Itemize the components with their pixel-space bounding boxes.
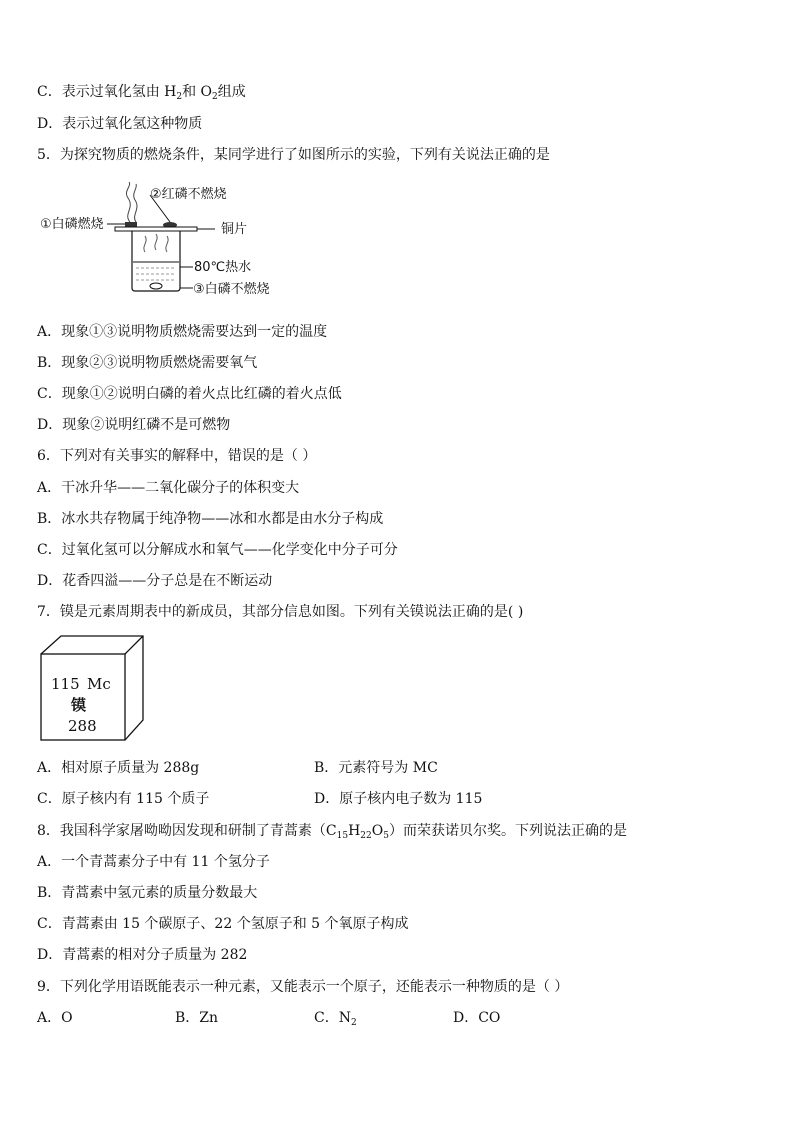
subscript: 2: [212, 92, 218, 102]
q5-option-a: A．现象①③说明物质燃烧需要达到一定的温度: [37, 324, 328, 340]
text: H: [348, 823, 361, 839]
q7-option-a: A．相对原子质量为 288g: [37, 760, 200, 776]
q5-experiment-figure: [37, 180, 297, 305]
q9-option-c: [314, 1009, 357, 1027]
q6-option-a: A．干冰升华——二氧化碳分子的体积变大: [37, 480, 300, 496]
q8-option-c: C．青蒿素由 15 个碳原子、22 个氢原子和 5 个氧原子构成: [37, 916, 409, 932]
q7-option-b: B．元素符号为 MC: [314, 760, 438, 776]
element-name: 镆: [71, 696, 87, 714]
element-symbol: Mc: [87, 675, 111, 693]
q8-stem: [37, 822, 627, 840]
subscript: 2: [350, 1018, 357, 1028]
white-phosphorus-in-water: [150, 283, 162, 289]
subscript: 22: [360, 831, 372, 841]
text: O: [371, 823, 384, 839]
q5-stem: 5．为探究物质的燃烧条件，某同学进行了如图所示的实验，下列有关说法正确的是: [37, 147, 550, 163]
label-red-phosphorus: ②红磷不燃烧: [150, 187, 227, 202]
q5-option-b: B．现象②③说明物质燃烧需要氧气: [37, 355, 258, 371]
smoke-icon: [126, 182, 130, 222]
label-white-phosphorus-not-burning: ③白磷不燃烧: [193, 282, 270, 297]
q8-option-b: B．青蒿素中氢元素的质量分数最大: [37, 885, 258, 901]
q6-option-c: C．过氧化氢可以分解成水和氧气——化学变化中分子可分: [37, 542, 398, 558]
q7-element-tile: [37, 632, 149, 744]
q7-stem: 7．镆是元素周期表中的新成员，其部分信息如图。下列有关镆说法正确的是( ): [37, 604, 524, 620]
q8-option-d: D．青蒿素的相对分子质量为 282: [37, 947, 248, 963]
white-phosphorus-mark: [125, 222, 137, 227]
subscript: 5: [383, 831, 389, 841]
q6-stem: 6．下列对有关事实的解释中，错误的是（ ）: [37, 448, 317, 464]
q6-option-b: B．冰水共存物属于纯净物——冰和水都是由水分子构成: [37, 511, 384, 527]
text: 8．我国科学家屠呦呦因发现和研制了青蒿素（C: [37, 823, 337, 839]
q5-option-d: D．现象②说明红磷不是可燃物: [37, 417, 231, 433]
subscript: 15: [336, 831, 349, 841]
q7-option-d: D．原子核内电子数为 115: [314, 791, 483, 807]
q9-stem: 9．下列化学用语既能表示一种元素，又能表示一个原子，还能表示一种物质的是（ ）: [37, 979, 569, 995]
atomic-mass: 288: [68, 717, 97, 735]
q4-option-c: [37, 83, 246, 101]
text: C．表示过氧化氢由 H: [37, 84, 177, 100]
q7-option-c: C．原子核内有 115 个质子: [37, 791, 210, 807]
label-white-phosphorus-burning: ①白磷燃烧: [40, 217, 104, 232]
q5-option-c: C．现象①②说明白磷的着火点比红磷的着火点低: [37, 386, 342, 402]
text: ）而荣获诺贝尔奖。下列说法正确的是: [388, 823, 627, 839]
q4-option-d: D．表示过氧化氢这种物质: [37, 116, 203, 132]
q6-option-d: D．花香四溢——分子总是在不断运动: [37, 573, 273, 589]
smoke-icon: [134, 184, 137, 222]
q8-option-a: A．一个青蒿素分子中有 11 个氢分子: [37, 854, 270, 870]
q9-option-a: A．O: [37, 1010, 73, 1026]
text: C．N: [314, 1010, 351, 1026]
beaker: [132, 231, 180, 291]
label-copper: 铜片: [221, 222, 248, 237]
q9-option-b: B．Zn: [175, 1010, 219, 1026]
text: 组成: [217, 84, 246, 100]
text: 和 O: [182, 84, 213, 100]
atomic-number: 115: [51, 675, 80, 693]
label-hot-water: 80℃热水: [194, 260, 252, 275]
q9-option-d: D．CO: [453, 1010, 501, 1026]
copper-plate: [115, 227, 197, 231]
subscript: 2: [176, 92, 183, 102]
